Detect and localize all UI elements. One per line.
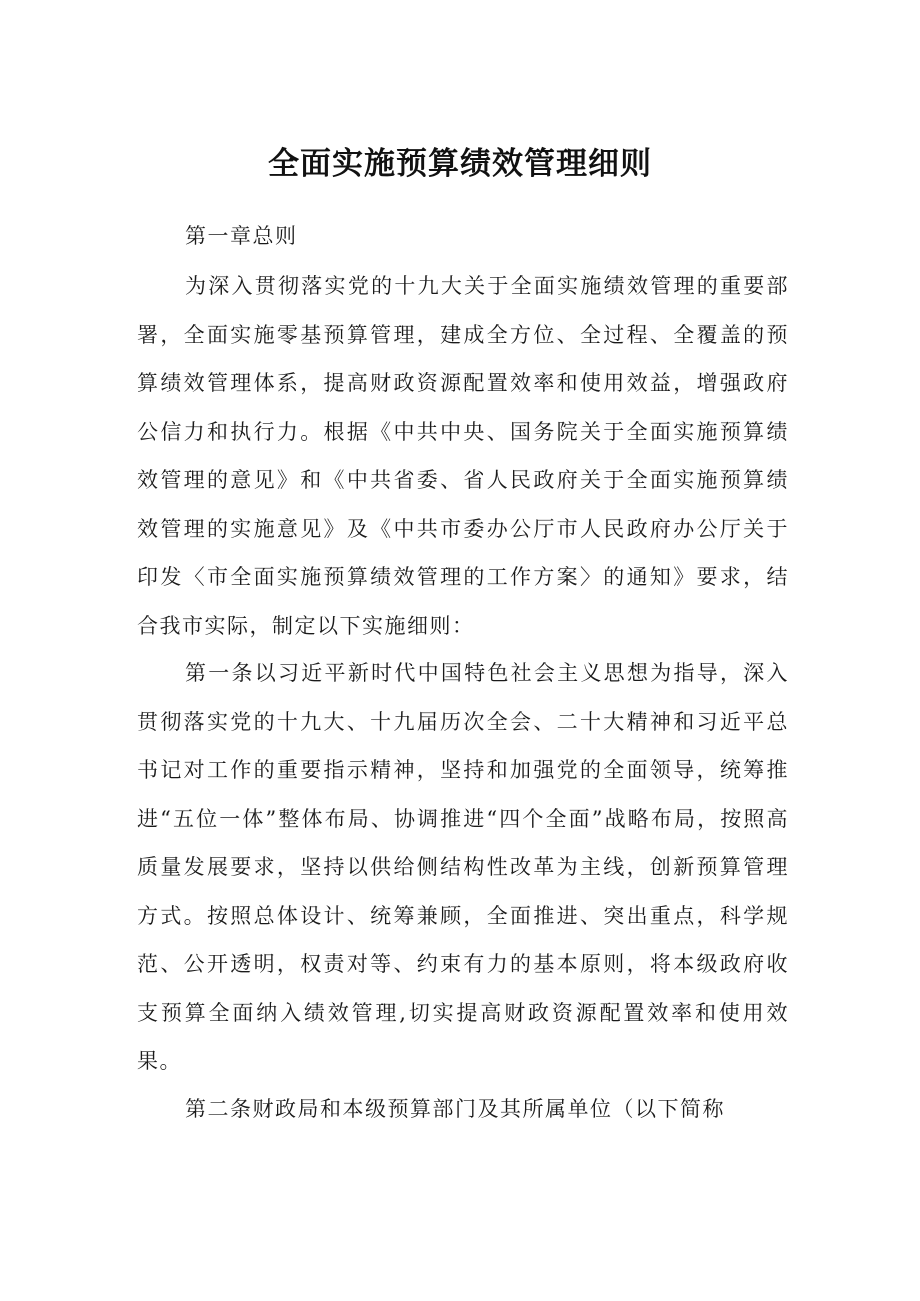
document-title: 全面实施预算绩效管理细则: [268, 146, 652, 182]
article-1-paragraph: 第一条以习近平新时代中国特色社会主义思想为指导，深入贯彻落实党的十九大、十九届历次全会、二十大精神和习近平总书记对工作的重要指示精神，坚持和加强党的全面领导，统筹推进“五位一体”整体布局、协调推进“四个全面”战略布局，按照高质量发展要求，坚持以供给侧结构性改革为主线，创新预算管理方式。按照总体设计、统筹兼顾，全面推进、突出重点，科学规范、公开透明，权责对等、约束有力的基本原则，将本级政府收支预算全面纳入绩效管理,切实提高财政资源配置效率和使用效果。: [137, 661, 789, 1073]
intro-paragraph: 为深入贯彻落实党的十九大关于全面实施绩效管理的重要部署，全面实施零基预算管理，建成全方位、全过程、全覆盖的预算绩效管理体系，提高财政资源配置效率和使用效益，增强政府公信力和执行力。根据《中共中央、国务院关于全面实施预算绩效管理的意见》和《中共省委、省人民政府关于全面实施预算绩效管理的实施意见》及《中共市委办公厅市人民政府办公厅关于印发〈市全面实施预算绩效管理的工作方案〉的通知》要求，结合我市实际，制定以下实施细则：: [137, 274, 789, 638]
article-2-paragraph: 第二条财政局和本级预算部门及其所属单位（以下简称: [185, 1097, 725, 1121]
chapter-heading: 第一章总则: [185, 224, 298, 248]
